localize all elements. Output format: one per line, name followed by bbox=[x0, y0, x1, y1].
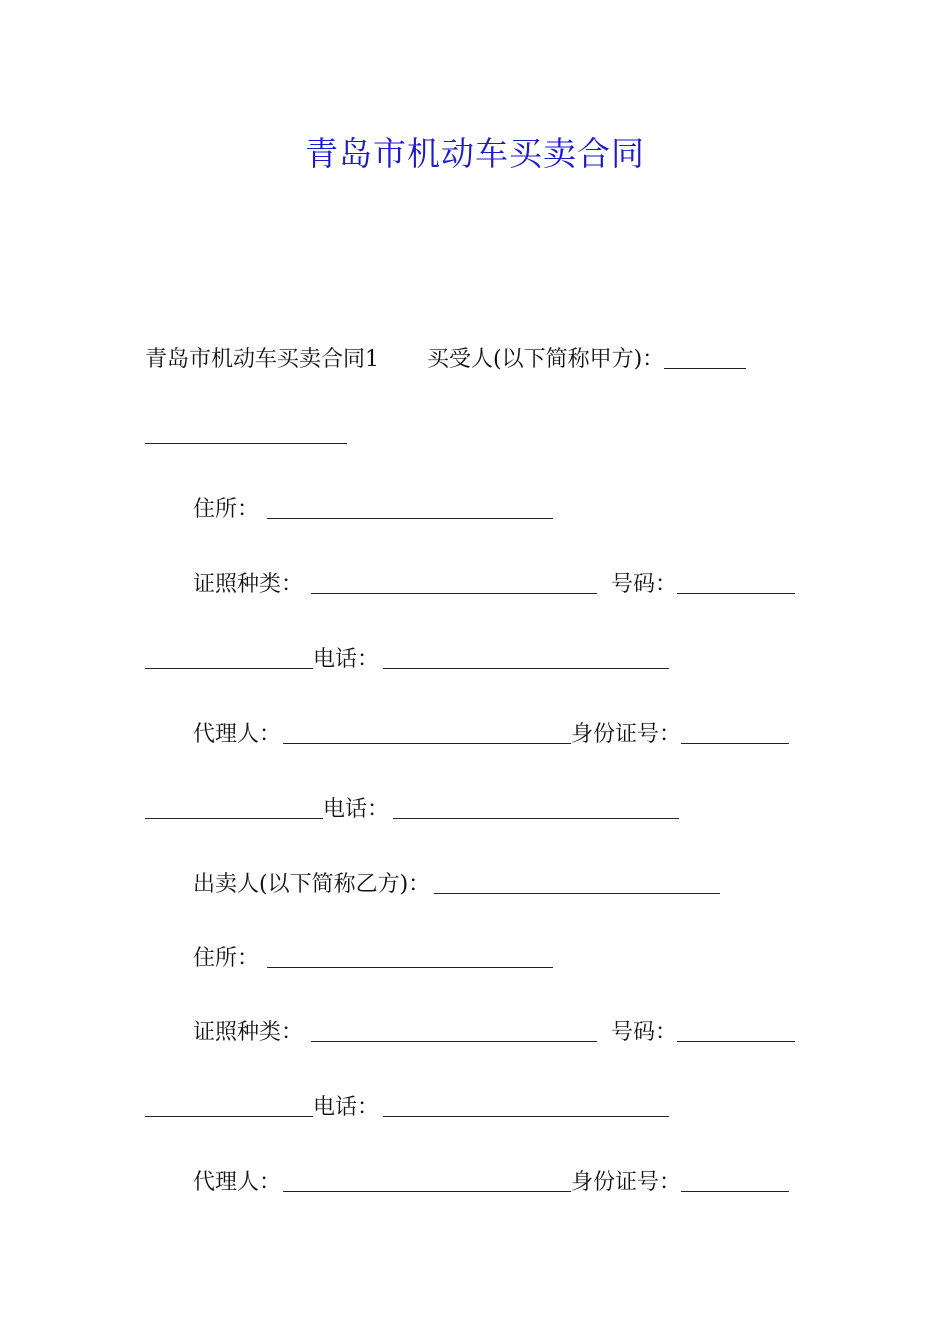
seller-number-label: 号码： bbox=[611, 1020, 678, 1045]
buyer-id-type-label: 证照种类： bbox=[193, 572, 304, 597]
seller-number-blank-cont bbox=[145, 1115, 313, 1117]
buyer-number-blank bbox=[677, 592, 795, 594]
buyer-address-label: 住所： bbox=[193, 497, 260, 522]
buyer-address-blank bbox=[267, 517, 553, 519]
buyer-id-line bbox=[145, 562, 807, 598]
seller-agent-id-blank bbox=[681, 1190, 789, 1192]
seller-phone-label: 电话： bbox=[313, 1095, 380, 1120]
document-title: 青岛市机动车买卖合同 bbox=[305, 134, 645, 173]
seller-line bbox=[145, 862, 807, 898]
buyer-agent-phone-line bbox=[145, 787, 807, 823]
seller-label: 出卖人(以下简称乙方)： bbox=[193, 872, 431, 897]
intro-text: 青岛市机动车买卖合同1 bbox=[145, 347, 379, 372]
seller-agent-label: 代理人： bbox=[193, 1170, 282, 1195]
buyer-name-blank-cont bbox=[145, 442, 347, 444]
seller-address-label: 住所： bbox=[193, 946, 260, 971]
buyer-address-line bbox=[145, 487, 807, 523]
seller-phone-blank bbox=[383, 1115, 669, 1117]
buyer-agent-id-label: 身份证号： bbox=[571, 722, 682, 747]
seller-address-blank bbox=[267, 966, 553, 968]
buyer-name-continuation bbox=[145, 412, 807, 448]
buyer-agent-phone-blank bbox=[393, 817, 679, 819]
buyer-agent-id-blank bbox=[681, 742, 789, 744]
buyer-number-blank-cont bbox=[145, 667, 313, 669]
buyer-agent-id-blank-cont bbox=[145, 817, 323, 819]
seller-address-line bbox=[145, 936, 807, 972]
buyer-phone-line bbox=[145, 637, 807, 673]
buyer-number-label: 号码： bbox=[611, 572, 678, 597]
buyer-name-blank bbox=[664, 367, 746, 369]
buyer-id-type-blank bbox=[311, 592, 597, 594]
seller-agent-line bbox=[145, 1160, 807, 1196]
buyer-phone-label: 电话： bbox=[313, 647, 380, 672]
buyer-agent-label: 代理人： bbox=[193, 722, 282, 747]
seller-agent-blank bbox=[283, 1190, 571, 1192]
seller-number-blank bbox=[677, 1040, 795, 1042]
seller-phone-line bbox=[145, 1085, 807, 1121]
buyer-agent-line bbox=[145, 712, 807, 748]
seller-id-line bbox=[145, 1010, 807, 1046]
seller-agent-id-label: 身份证号： bbox=[571, 1170, 682, 1195]
seller-id-type-blank bbox=[311, 1040, 597, 1042]
buyer-phone-blank bbox=[383, 667, 669, 669]
seller-name-blank bbox=[434, 892, 720, 894]
seller-id-type-label: 证照种类： bbox=[193, 1020, 304, 1045]
buyer-label: 买受人(以下简称甲方)： bbox=[427, 347, 665, 372]
buyer-agent-blank bbox=[283, 742, 571, 744]
buyer-agent-phone-label: 电话： bbox=[323, 797, 390, 822]
intro-line bbox=[145, 337, 807, 373]
